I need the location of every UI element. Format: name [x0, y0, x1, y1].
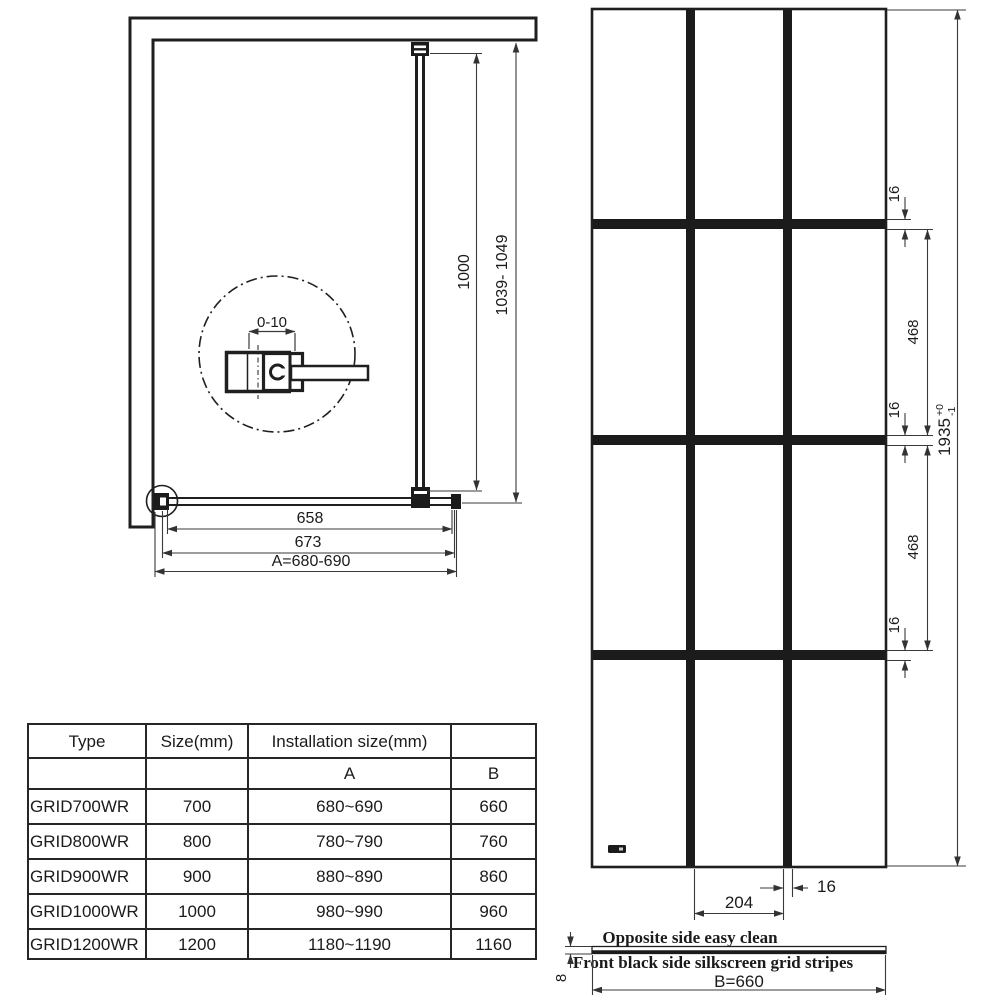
svg-text:1935: 1935: [935, 418, 954, 456]
col-header-a: A: [248, 758, 451, 789]
table-row: GRID700WR 700 680~690 660: [28, 789, 536, 824]
table-row: GRID1000WR 1000 980~990 960: [28, 894, 536, 929]
dim-label-16-gap: 16: [817, 877, 836, 896]
svg-text:+0: +0: [934, 404, 946, 416]
dim-label-b660: B=660: [714, 972, 764, 991]
elevation-view: [553, 9, 966, 995]
dim-label-16-top: 16: [886, 185, 903, 203]
plan-view: [130, 18, 536, 577]
dim-label-468-upper: 468: [905, 319, 922, 345]
plan-end-cap: [451, 494, 461, 509]
spec-table: [27, 723, 537, 960]
plan-glass-panel: [168, 498, 452, 505]
support-bar-glass-bracket: [411, 487, 430, 508]
plan-support-bar: [417, 54, 424, 497]
table-header-row-1: [28, 724, 536, 758]
dim-label-0-10: 0-10: [256, 314, 288, 331]
svg-text:-1: -1: [946, 406, 958, 416]
dim-bar-1000: [427, 54, 482, 492]
dim-label-16-bottom: 16: [886, 616, 903, 634]
dim-label-16-mid: 16: [886, 401, 903, 419]
brand-logo: [608, 845, 626, 853]
col-header-blank: [451, 724, 536, 758]
note-front-side: Front black side silkscreen grid stripes: [572, 953, 854, 972]
dim-label-total-height: [934, 404, 958, 456]
col-header-size: Size(mm): [146, 724, 248, 758]
dim-label-468-lower: 468: [905, 534, 922, 560]
dim-label-8: 8: [553, 973, 570, 983]
dim-label-658: 658: [296, 510, 324, 527]
dim-label-204: 204: [724, 893, 754, 912]
note-back-side: Opposite side easy clean: [602, 928, 778, 947]
col-header-install: Installation size(mm): [248, 724, 451, 758]
table-row: GRID900WR 900 880~890 860: [28, 859, 536, 894]
elevation-extension-lines: [887, 10, 966, 866]
col-header-type: Type: [28, 724, 146, 758]
grid-stripe-horizontal-3: [593, 650, 885, 660]
detail-bracket: [227, 345, 369, 399]
detail-glass-edge: [291, 366, 368, 380]
dim-label-install-width: A=680-690: [271, 553, 351, 570]
table-row: GRID1200WR 1200 1180~1190 1160: [28, 929, 536, 959]
table-header-row-2: [28, 758, 536, 789]
col-header-b: B: [451, 758, 536, 789]
table-row: GRID800WR 800 780~790 760: [28, 824, 536, 859]
dim-adjustment-0-10: [249, 332, 295, 352]
dim-label-1039-1049: 1039- 1049: [494, 234, 511, 316]
grid-stripe-horizontal-1: [593, 219, 885, 229]
dim-label-1000: 1000: [456, 254, 473, 290]
wall-section: [130, 18, 536, 527]
grid-stripe-horizontal-2: [593, 435, 885, 445]
dim-label-673: 673: [294, 534, 322, 551]
support-bar-wall-bracket: [411, 42, 429, 56]
